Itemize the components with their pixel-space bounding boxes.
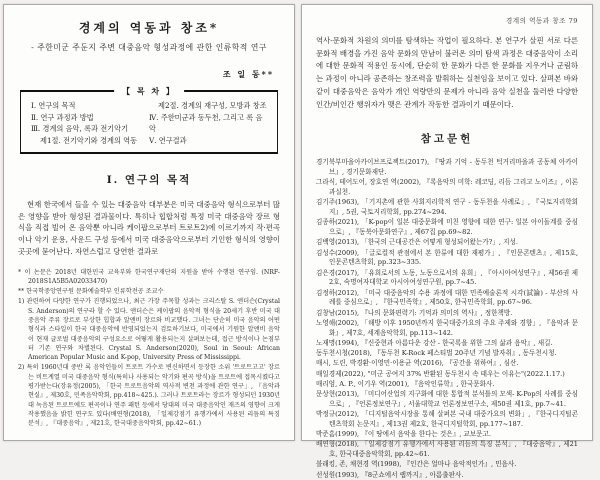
- toc-right-column: [149, 100, 267, 146]
- right-page: [301, 4, 593, 479]
- toc-left-column: [31, 100, 149, 146]
- toc-entry: Ⅱ. 연구 과정과 방법: [31, 112, 94, 122]
- footnote: ** 한국학중앙연구원 문화예술학부 인류학전공 조교수: [18, 288, 164, 296]
- toc-entry: Ⅲ. 경계의 음악, 록과 전기악기: [31, 124, 129, 134]
- table-of-contents-box: [20, 86, 278, 154]
- reference-entry: 김정하(2012), 「미국 대중음악의 수용 과정에 대한 민족예술론적 시각(試論) - 부산의 사례를 중심으로」, 『한국민족학』, 제50호, 한국민족학회, pp.67~96.: [316, 288, 578, 307]
- reference-entry: 김종하(2021), 「K-pop이 일본 대중문화에 미친 영향에 대한 연구: 일본 아이돌계를 중심으로」, 『동북아문화연구』, 제67집 pp.69~82.: [316, 218, 578, 237]
- reference-entry: 매일경제(2022), "미군 공여지 37% 반환된 동두천시 속 태우는 이유는"(2022.1.17.): [316, 369, 565, 378]
- reference-entry: 노재명(1994), 『신중현과 아름다운 강산 - 한국록을 위한 그의 삶과 음악』, 새길.: [316, 338, 553, 347]
- reference-entry: 블래킹, 존, 채현경 역(1998), 『인간은 얼마나 음악적인가』, 민음사.: [316, 460, 517, 469]
- reference-entry: 박준흠(1999), 『이 땅에서 음악을 한다는 것은』, 교보문고.: [316, 430, 491, 439]
- paper-title: 경계의 역동과 창조*: [78, 21, 220, 35]
- reference-entry: 김은경(2017), 「유희로서의 노동, 노동으로서의 유희」, 『아시아여성연구』, 제56권 제2호, 숙명여자대학교 아시아여성연구원, pp.7~45.: [316, 268, 578, 287]
- toc-columns: [31, 100, 267, 146]
- reference-entry: 문상현(2013), 「미디어산업의 지구화에 대한 통합적 분석틀의 모색- K-Pop의 사례를 중심으로」, 『언론정보연구』, 서울대학교 언론정보연구소, 제50권 제1호, pp.7~41.: [316, 390, 578, 408]
- paper-author: 조 일 동**: [222, 69, 274, 79]
- reference-entry: 김백영(2013), 「한국의 근대공간은 어떻게 형성되어왔는가?」, 지성.: [316, 238, 518, 247]
- reference-entry: 김기주(1963), 「기지촌에 관한 사회지리학적 연구 - 동두천을 사례로」, 『국토지리학회지』, 5권, 국토지리학회, pp.274~294.: [316, 198, 578, 217]
- footnotes: [18, 268, 280, 429]
- reference-entry: 그라식, 테어도어, 장호연 역(2002), 『록음악의 미학: 레코딩, 리듬 그리고 노이즈』, 이론과실천.: [316, 178, 578, 197]
- toc-entry: Ⅰ. 연구의 목적: [31, 101, 76, 110]
- toc-entry: Ⅴ. 연구결과: [149, 135, 187, 145]
- running-head: 경계의 역동과 창조 79: [505, 17, 578, 25]
- body-paragraph: 현재 한국에서 들을 수 있는 대중음악 대부분은 미국 대중음악 형식으로부터 많은 영향을 받아 형성된 결과물이다. 특히나 힙합처럼 특정 미국 대중음악 장르 형식을 직접 빌어 온 음악뿐 아니라 케이팝으로부터 트로트2)에 이르기까지 작·편곡이나 악기 운용, 사운드 구성 등에서 미국 대중음악으로부터 기인한 형식의 영향이 곳곳에 묻어난다. 자연스럽고 당연한 결과로: [18, 200, 280, 256]
- toc-entry: Ⅳ. 주한미군과 동두천, 그리고 록 음악: [149, 112, 263, 134]
- reference-entry: 배연형(2018), 「일제강점기 유행가에서 사용된 리듬의 특징 분석」, 『대중음악』, 제21호, 한국대중음악학회, pp.42~61.: [316, 440, 578, 459]
- references-list: [316, 158, 578, 480]
- footnote: * 이 논문은 2018년 대한민국 교육부와 한국연구재단의 지원을 받아 수행된 연구임. (NRF-2018S1A5B5A02033470): [18, 268, 280, 285]
- body-paragraph: 역사-문화적 차원의 의미를 탐색하는 작업이 필요하다. 본 연구가 살핀 서로 다른 문화적 배경을 가진 음악 문화의 만남이 불러온 의미 탐색 과정은 대중음악이 소리에 대한 문화적 적용인 동시에, 단순히 한 문화가 다른 한 문화를 지우거나 군림하는 과정이 아니라 공존하는 창조력을 발휘하는 실천임을 보이고 있다. 살펴본 바와 같이 대중음악은 음악가 개인 역량만의 문제가 아니라 음악 실천을 둘러싼 다양한 인간/비인간 행위자가 맺은 관계가 작동한 결과이기 때문이다.: [316, 36, 578, 109]
- reference-entry: 경기북부마을아카이브프로젝트(2017), 『땅과 기억 - 동두천 턱거리마을과 공동체 아카이브』, 경기문화재단.: [316, 158, 578, 177]
- toc-entry: 제1절. 전기악기와 경계의 역동: [40, 135, 138, 145]
- reference-entry: 선성원(1993), 『8군쇼에서 랩까지』, 아름출판사.: [316, 470, 464, 479]
- reference-entry: 매시, 도린, 박경환·이영민·이용균 역(2016), 『공간을 위하여』, 심산.: [316, 359, 519, 368]
- reference-entry: 노영해(2002), 「해방 이후 1950년까지 한국대중가요의 주요 주제와 경향」, 『음악과 문화』, 제7호, 세계음악학회, pp.113~142.: [316, 318, 578, 337]
- reference-entry: 김창남(2015), 『나의 문화편력기: 기억과 의미의 역사』, 정한책방.: [316, 308, 513, 317]
- reference-entry: 매리엄, A. P., 이기우 역(2001), 『음악인류학』, 한국문화사.: [316, 379, 495, 388]
- reference-entry: 박정규(2012), 「디지털음악시장을 통해 살펴본 국내 대중가요의 변화」, 『한국디지털콘텐츠학회 논문지』, 제13권 제2호, 한국디지털학회, pp.177~187.: [316, 410, 578, 428]
- reference-entry: 동두천시청(2018), 『동두천 K-Rock 페스티벌 20주년 기념 발자취』, 동두천시청.: [316, 349, 557, 358]
- left-page: [3, 4, 295, 441]
- toc-entry: 제2절. 경계의 재구성, 모방과 창조: [158, 101, 267, 110]
- footnote: 1) 관련하여 다양한 연구가 진행되었으나, 최근 가장 주목할 성과는 크리스탈 S. 앤더슨(Crystal S. Anderson)의 연구라 할 수 있다. 앤더슨은 케이팝의 음악적 형식을 20세기 후반 미국 대중음악 주류 장르로 부상한 힙합과 알앤비 장르와 비교했다. 그녀는 단순히 미국 음악의 어떤 형식과 스타일이 한국 대중음악에 반영되었는지 검토하기보다, 미국에서 기원한 알앤비 음악이 현재 글로벌 대중음악의 구성요소로 어떻게 활용되는지 살펴보는데, 접근 방식이나 논점부터 기존 연구와 차별된다. Crystal S. Anderson(2020), Soul in Seoul: African American Popular Music and K-pop, University Press of Mississippi.: [18, 298, 280, 362]
- toc-box-label: 【 목 차 】: [114, 86, 184, 97]
- section-heading: Ⅰ. 연구의 목적: [106, 174, 192, 187]
- reference-entry: 김성수(2009), 「글로컬적 관점에서 본 한류에 대한 재평가」, 『인문콘텐츠』, 제15호, 인문콘텐츠학회, pp.323~335.: [316, 248, 578, 267]
- footnote: 2) 특히 1960년대 중반 록 음악인들이 트로트 가수로 변신하면서 등장한 소위 '트로트고고' 장르는 비트계열 미국 대중음악 형식(특히나 사용되는 악기와 편곡 방식)을 트로트에 접목시켰다고 평가받는다(장유정(2005), 「한국 트로트음악의 역사적 변천 과정에 관한 연구」, 『음악과 현실』, 제30호, 민족음악학회, pp.418~425.). 그러나 트로트라는 장르가 형성되던 1930년대 녹음된 트로트에도 편곡이나 연주 패턴 등에서 당대의 미국 대중음악인 재즈의 영향이 크게 작용했음을 밝힌 연구도 있다(배연형(2018), 「일제강점기 유행가에서 사용된 리듬의 특징 분석」, 『대중음악』, 제21호, 한국대중음악학회, pp.42~61.): [18, 364, 280, 428]
- paper-subtitle: - 주한미군 주둔지 주변 대중음악 형성과정에 관한 인류학적 연구: [31, 43, 267, 52]
- references-heading: 참고문헌: [420, 133, 474, 146]
